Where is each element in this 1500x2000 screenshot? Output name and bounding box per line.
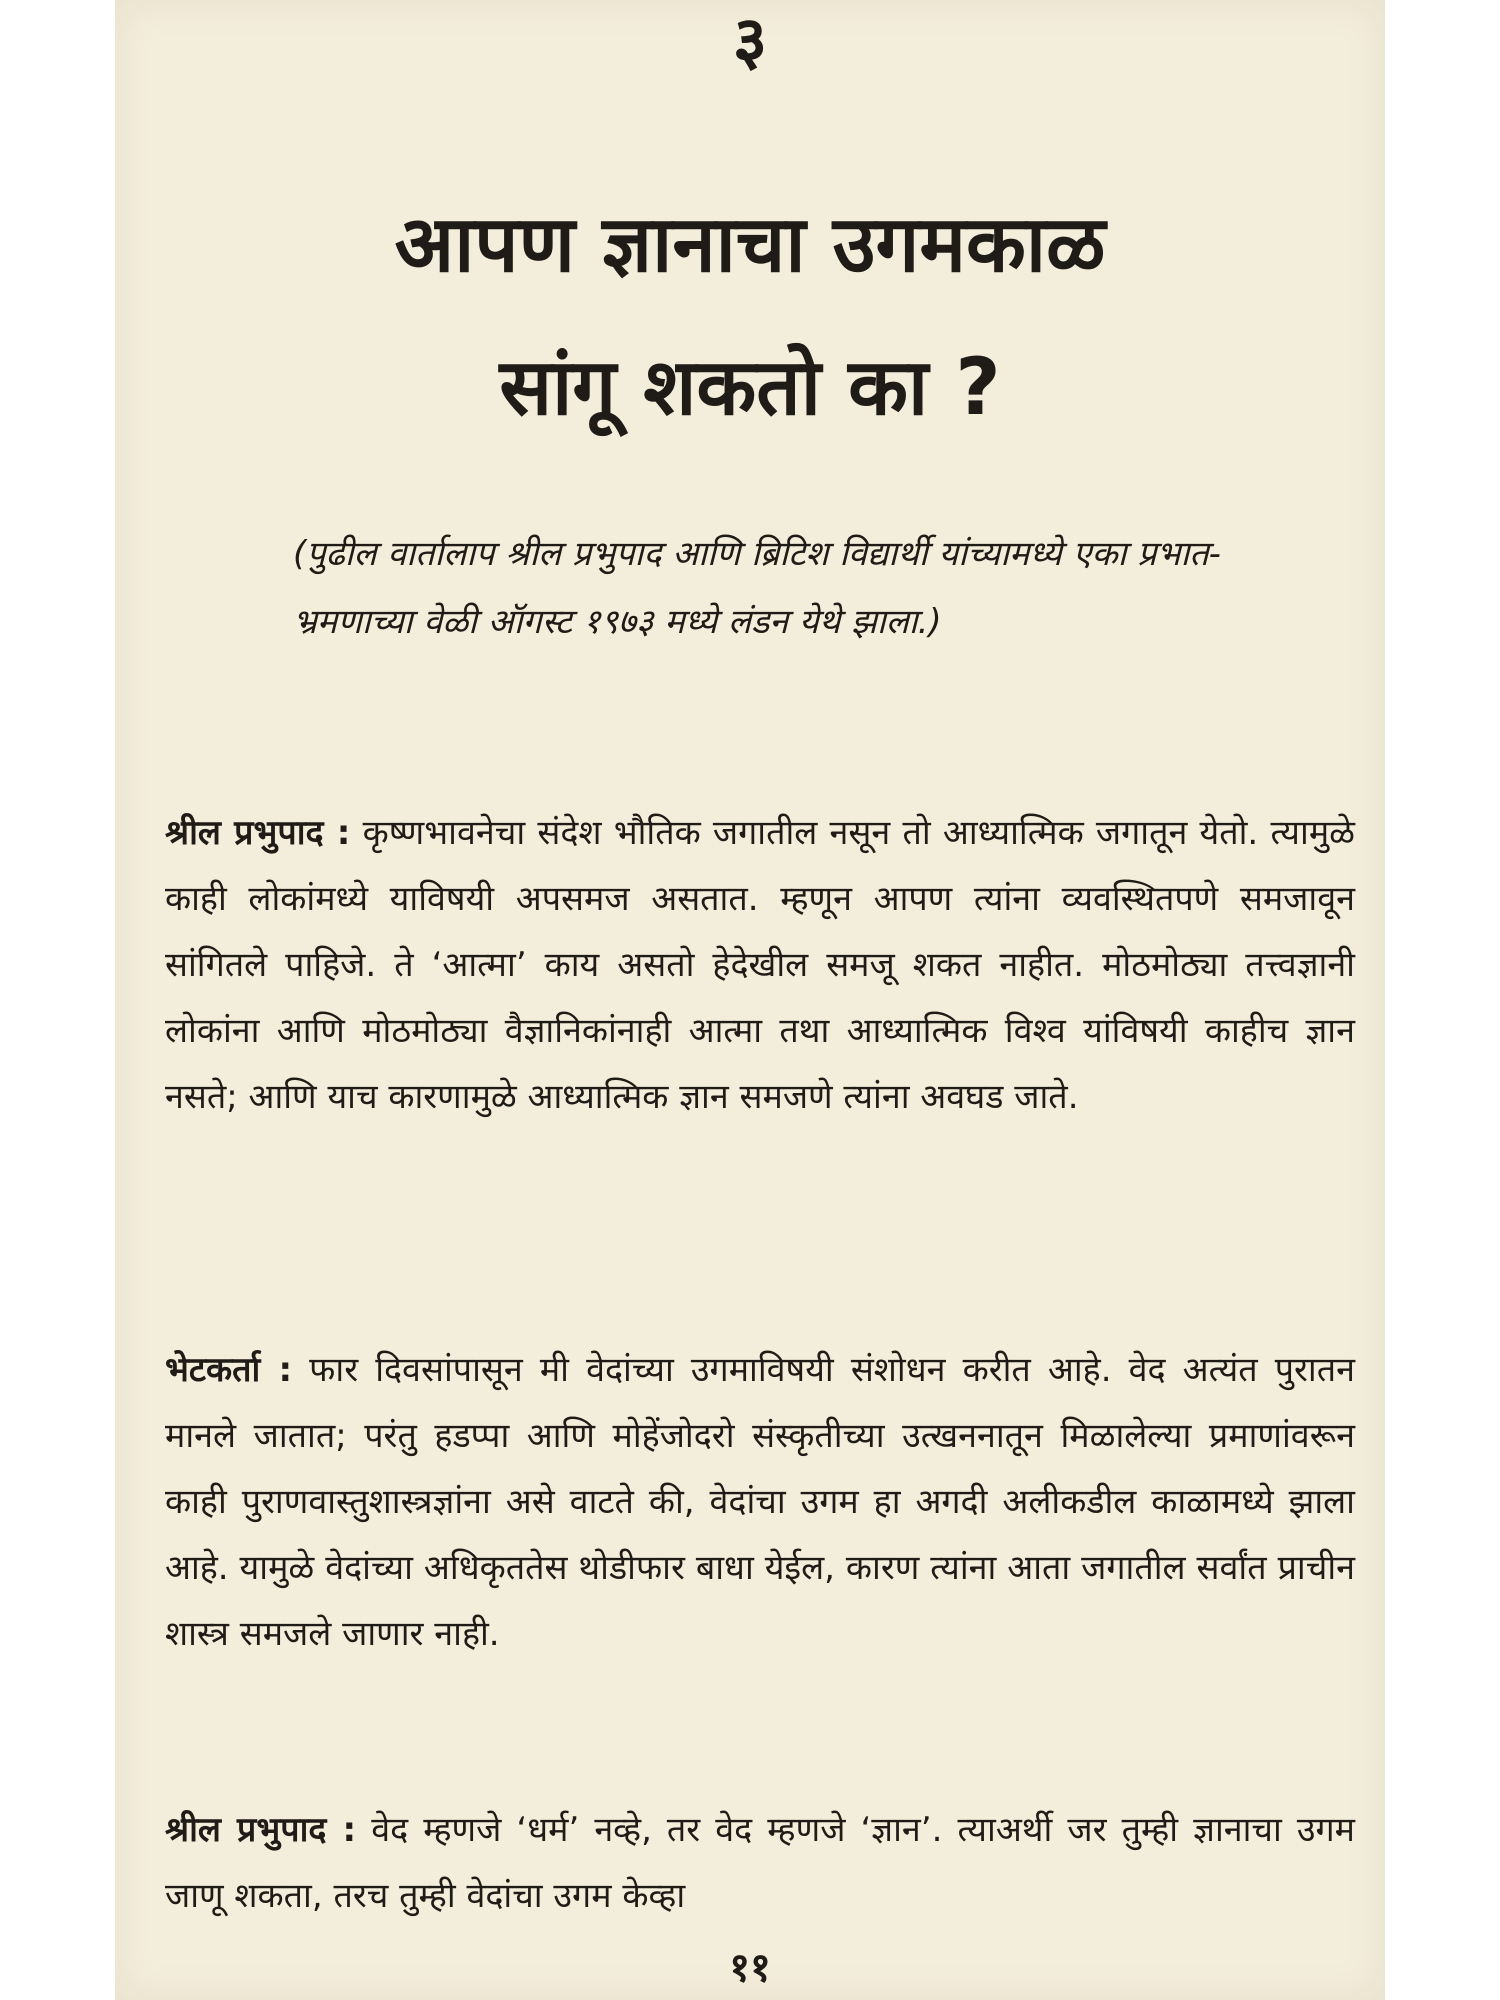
page-number: ११ (729, 1945, 771, 1991)
paragraph-text: फार दिवसांपासून मी वेदांच्या उगमाविषयी संशोधन करीत आहे. वेद अत्यंत पुरातन मानले जातात; परंतु हडप्पा आणि मोहेंजोदरो संस्कृतीच्या उत्खननातून मिळालेल्या प्रमाणांवरून काही पुराणवास्तुशास्त्रज्ञांना असे वाटते की, वेदांचा उगम हा अगदी अलीकडील काळामध्ये झाला आहे. यामुळे वेदांच्या अधिकृततेस थोडीफार बाधा येईल, कारण त्यांना आता जगातील सर्वांत प्राचीन शास्त्र समजले जाणार नाही. (165, 1350, 1355, 1654)
paragraph-text: वेद म्हणजे ‘धर्म’ नव्हे, तर वेद म्हणजे ‘ज्ञान’. त्याअर्थी जर तुम्ही ज्ञानाचा उगम जाणू शकता, तरच तुम्ही वेदांचा उगम केव्हा (165, 1810, 1355, 1916)
speaker-label: भेटकर्ता : (165, 1350, 293, 1390)
intro-note: (पुढील वार्तालाप श्रील प्रभुपाद आणि ब्रिटिश विद्यार्थी यांच्यामध्ये एका प्रभात-भ्रमणाच्या वेळी ऑगस्ट १९७३ मध्ये लंडन येथे झाला.) (293, 534, 1221, 642)
speaker-label: श्रील प्रभुपाद : (165, 1810, 357, 1850)
chapter-number: ३ (732, 2, 768, 79)
speaker-label: श्रील प्रभुपाद : (165, 813, 351, 853)
dialogue-paragraph (165, 1797, 1355, 1929)
dialogue-paragraph (165, 800, 1355, 1130)
dialogue-paragraph (165, 1337, 1355, 1667)
paragraph-text: कृष्णभावनेचा संदेश भौतिक जगातील नसून तो आध्यात्मिक जगातून येतो. त्यामुळे काही लोकांमध्ये याविषयी अपसमज असतात. म्हणून आपण त्यांना व्यवस्थितपणे समजावून सांगितले पाहिजे. ते ‘आत्मा’ काय असतो हेदेखील समजू शकत नाहीत. मोठमोठ्या तत्त्वज्ञानी लोकांना आणि मोठमोठ्या वैज्ञानिकांनाही आत्मा तथा आध्यात्मिक विश्व यांविषयी काहीच ज्ञान नसते; आणि याच कारणामुळे आध्यात्मिक ज्ञान समजणे त्यांना अवघड जाते. (165, 813, 1355, 1117)
book-page (115, 0, 1385, 2000)
chapter-title-line-1: आपण ज्ञानाचा उगमकाळ (394, 200, 1106, 290)
chapter-title-line-2: सांगू शकतो का ? (499, 343, 1001, 433)
